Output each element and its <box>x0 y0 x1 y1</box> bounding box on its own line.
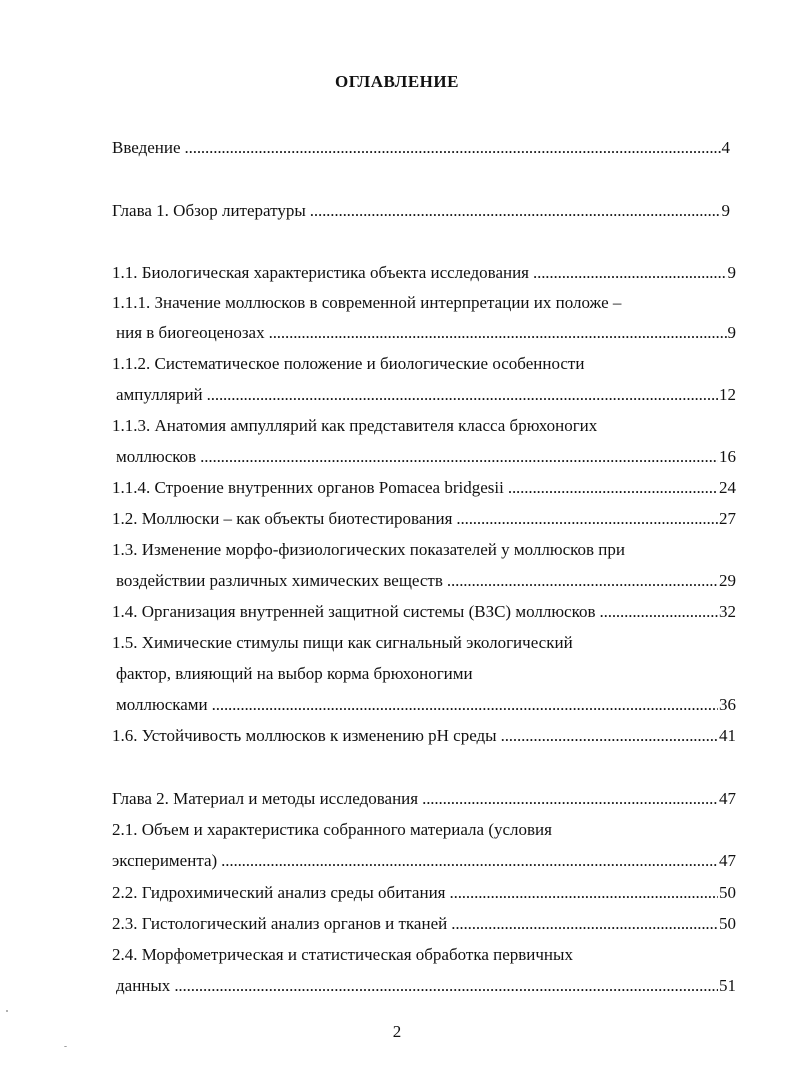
toc-entry-1-1-2[interactable] <box>116 382 736 408</box>
toc-entry-text: Глава 2. Материал и методы исследования <box>112 789 419 808</box>
toc-entry-1-2[interactable] <box>112 506 736 532</box>
leader-dots <box>422 786 718 812</box>
toc-page-number: 41 <box>719 726 736 745</box>
leader-dots <box>447 568 718 594</box>
toc-entry-text: 2.3. Гистологический анализ органов и тканей <box>112 914 448 933</box>
leader-dots <box>212 692 718 718</box>
toc-entry-1-5[interactable] <box>116 692 736 718</box>
leader-dots <box>200 444 718 470</box>
toc-entry-2-2[interactable] <box>112 880 736 906</box>
toc-page-number: 27 <box>719 509 736 528</box>
toc-entry-chapter-2[interactable] <box>112 786 736 812</box>
toc-entry-1-1-1[interactable] <box>116 320 736 346</box>
toc-entry-1-3-line-1[interactable]: 1.3. Изменение морфо-физиологических показателей у моллюсков при <box>112 540 625 559</box>
toc-entry-2-1[interactable] <box>112 848 736 874</box>
toc-entry-text: 1.4. Организация внутренней защитной системы (ВЗС) моллюсков <box>112 602 596 621</box>
toc-entry-text: эксперимента) <box>112 851 218 870</box>
toc-entry-2-4[interactable] <box>116 973 736 999</box>
toc-page-number: 50 <box>719 883 736 902</box>
toc-entry-1-1-3[interactable] <box>116 444 736 470</box>
toc-entry-text: данных <box>116 976 171 995</box>
toc-entry-1-4[interactable] <box>112 599 736 625</box>
leader-dots <box>207 382 718 408</box>
toc-page-number: 51 <box>719 976 736 995</box>
leader-dots <box>533 260 727 286</box>
toc-entry-1-1-4[interactable] <box>112 475 736 501</box>
toc-page-number: 9 <box>721 201 730 220</box>
toc-page-number: 16 <box>719 447 736 466</box>
toc-entry-text: Введение <box>112 138 181 157</box>
toc-entry-1-5-line-2[interactable]: фактор, влияющий на выбор корма брюхоногими <box>116 664 473 683</box>
toc-entry-text: ния в биогеоценозах <box>116 323 265 342</box>
toc-entry-1-1-3-line-1[interactable]: 1.1.3. Анатомия ампуллярий как представителя класса брюхоногих <box>112 416 598 435</box>
leader-dots <box>508 475 718 501</box>
toc-page-number: 29 <box>719 571 736 590</box>
toc-page-number: 9 <box>727 263 736 282</box>
toc-page-number: 9 <box>727 323 736 342</box>
scan-speck <box>6 1010 8 1012</box>
toc-page-number: 12 <box>719 385 736 404</box>
toc-entry-text: 1.1. Биологическая характеристика объекта исследования <box>112 263 529 282</box>
toc-entry-2-4-line-1[interactable]: 2.4. Морфометрическая и статистическая обработка первичных <box>112 945 573 964</box>
toc-entry-2-1-line-1[interactable]: 2.1. Объем и характеристика собранного материала (условия <box>112 820 552 839</box>
toc-entry-introduction[interactable] <box>112 135 730 161</box>
toc-page-number: 32 <box>719 602 736 621</box>
toc-entry-text: ампуллярий <box>116 385 203 404</box>
toc-entry-chapter-1[interactable] <box>112 198 730 224</box>
leader-dots <box>221 848 718 874</box>
toc-entry-1-3[interactable] <box>116 568 736 594</box>
leader-dots <box>450 880 719 906</box>
toc-entry-text: 1.1.4. Строение внутренних органов Pomacea bridgesii <box>112 478 504 497</box>
toc-entry-1-1-1-line-1[interactable]: 1.1.1. Значение моллюсков в современной интерпретации их положе – <box>112 293 622 312</box>
toc-entry-text: 2.2. Гидрохимический анализ среды обитания <box>112 883 446 902</box>
page-title: ОГЛАВЛЕНИЕ <box>335 72 459 91</box>
leader-dots <box>600 599 718 625</box>
leader-dots <box>501 723 718 749</box>
toc-page-number: 50 <box>719 914 736 933</box>
leader-dots <box>456 506 718 532</box>
toc-entry-1-5-line-1[interactable]: 1.5. Химические стимулы пищи как сигнальный экологический <box>112 633 573 652</box>
scan-speck <box>64 1046 67 1047</box>
toc-entry-text: 1.6. Устойчивость моллюсков к изменению pH среды <box>112 726 497 745</box>
toc-entry-1-1[interactable] <box>112 260 736 286</box>
toc-entry-2-3[interactable] <box>112 911 736 937</box>
leader-dots <box>174 973 718 999</box>
toc-page-number: 36 <box>719 695 736 714</box>
leader-dots <box>185 135 721 161</box>
toc-entry-text: моллюсков <box>116 447 197 466</box>
leader-dots <box>451 911 718 937</box>
leader-dots <box>269 320 727 346</box>
toc-entry-text: моллюсками <box>116 695 208 714</box>
toc-page-number: 4 <box>721 138 730 157</box>
toc-page-number: 47 <box>719 851 736 870</box>
leader-dots <box>310 198 721 224</box>
toc-entry-text: Глава 1. Обзор литературы <box>112 201 306 220</box>
toc-entry-1-6[interactable] <box>112 723 736 749</box>
toc-entry-text: воздействии различных химических веществ <box>116 571 443 590</box>
page-number: 2 <box>392 1022 402 1041</box>
toc-page-number: 47 <box>719 789 736 808</box>
toc-entry-1-1-2-line-1[interactable]: 1.1.2. Систематическое положение и биологические особенности <box>112 354 585 373</box>
toc-page-number: 24 <box>719 478 736 497</box>
toc-entry-text: 1.2. Моллюски – как объекты биотестирования <box>112 509 453 528</box>
